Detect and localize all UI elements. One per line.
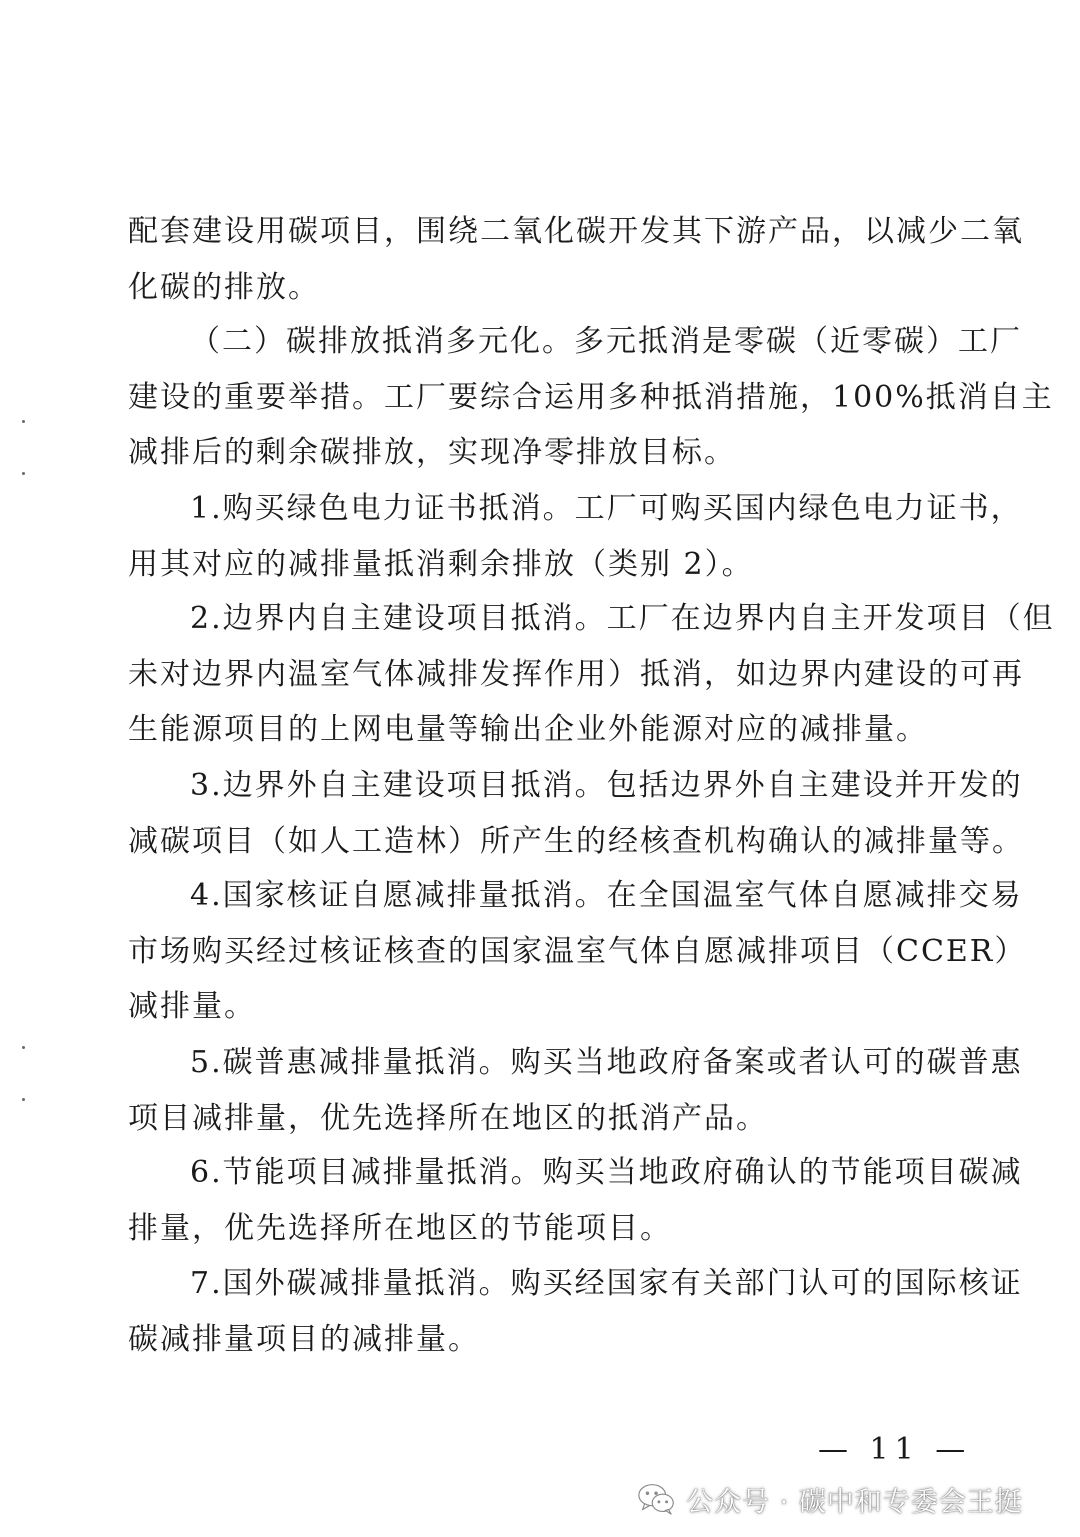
scan-mark [22,1046,25,1049]
page-number: — 11 — [818,1432,972,1467]
wechat-icon [636,1478,678,1520]
watermark-text: 公众号 · 碳中和专委会王挺 [686,1486,1023,1518]
text-line: 生能源项目的上网电量等输出企业外能源对应的减排量。 [128,712,928,747]
text-line: 未对边界内温室气体减排发挥作用）抵消，如边界内建设的可再 [128,657,1024,692]
list-item-line: 6.节能项目减排量抵消。购买当地政府确认的节能项目碳减 [190,1155,1023,1190]
text-line: 减排后的剩余碳排放，实现净零排放目标。 [128,435,736,470]
text-line: 用其对应的减排量抵消剩余排放（类别 2）。 [128,547,754,582]
section-heading-line: （二）碳排放抵消多元化。多元抵消是零碳（近零碳）工厂 [190,324,1022,359]
text-line: 化碳的排放。 [128,270,320,305]
text-line: 减排量。 [128,989,256,1024]
list-item-line: 5.碳普惠减排量抵消。购买当地政府备案或者认可的碳普惠 [190,1045,1023,1080]
list-item-line: 2.边界内自主建设项目抵消。工厂在边界内自主开发项目（但 [190,601,1055,636]
text-line: 排量，优先选择所在地区的节能项目。 [128,1211,672,1246]
text-line: 建设的重要举措。工厂要综合运用多种抵消措施，100%抵消自主 [128,380,1054,415]
text-line: 配套建设用碳项目，围绕二氧化碳开发其下游产品，以减少二氧 [128,214,1024,249]
scan-mark [22,420,25,423]
list-item-line: 1.购买绿色电力证书抵消。工厂可购买国内绿色电力证书， [190,491,1023,526]
text-line: 碳减排量项目的减排量。 [128,1322,480,1357]
watermark [636,1474,1023,1524]
scan-mark [22,1098,25,1101]
list-item-line: 4.国家核证自愿减排量抵消。在全国温室气体自愿减排交易 [190,878,1023,913]
list-item-line: 3.边界外自主建设项目抵消。包括边界外自主建设并开发的 [190,768,1023,803]
text-line: 市场购买经过核证核查的国家温室气体自愿减排项目（CCER） [128,934,1027,969]
text-line: 减碳项目（如人工造林）所产生的经核查机构确认的减排量等。 [128,824,1024,859]
list-item-line: 7.国外碳减排量抵消。购买经国家有关部门认可的国际核证 [190,1266,1023,1301]
scan-mark [22,472,25,475]
text-line: 项目减排量，优先选择所在地区的抵消产品。 [128,1101,768,1136]
